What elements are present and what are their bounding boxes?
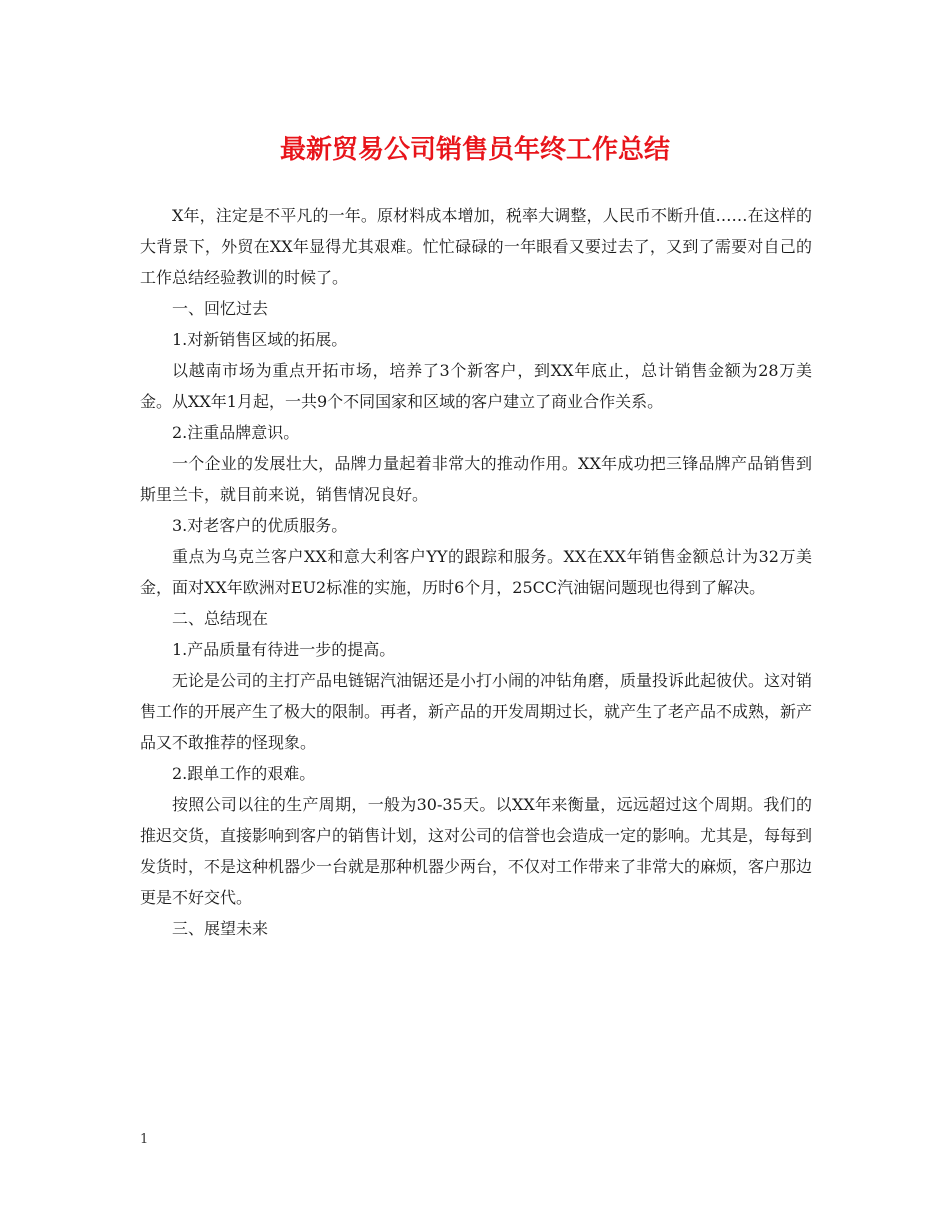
subsection-heading: 1.对新销售区域的拓展。 (172, 330, 348, 349)
paragraph: 无论是公司的主打产品电链锯汽油锯还是小打小闹的冲钻角磨，质量投诉此起彼伏。这对销售工作的开展产生了极大的限制。再者，新产品的开发周期过长，就产生了老产品不成熟，新产品又不敢推荐的怪现象。 (140, 671, 813, 752)
section-heading: 一、回忆过去 (172, 299, 269, 318)
section-heading: 三、展望未来 (172, 919, 269, 938)
paragraph: 按照公司以往的生产周期，一般为30-35天。以XX年来衡量，远远超过这个周期。我们的推迟交货，直接影响到客户的销售计划，这对公司的信誉也会造成一定的影响。尤其是，每每到发货时，不是这种机器少一台就是那种机器少两台，不仅对工作带来了非常大的麻烦，客户那边更是不好交代。 (140, 795, 813, 907)
document-body (140, 200, 812, 944)
paragraph: X年，注定是不平凡的一年。原材料成本增加，税率大调整，人民币不断升值……在这样的大背景下，外贸在XX年显得尤其艰难。忙忙碌碌的一年眼看又要过去了，又到了需要对自己的工作总结经验教训的时候了。 (140, 206, 812, 287)
subsection-heading: 1.产品质量有待进一步的提高。 (172, 640, 396, 659)
paragraph: 以越南市场为重点开拓市场，培养了3个新客户，到XX年底止，总计销售金额为28万美金。从XX年1月起，一共9个不同国家和区域的客户建立了商业合作关系。 (140, 361, 812, 411)
paragraph: 重点为乌克兰客户XX和意大利客户YY的跟踪和服务。XX在XX年销售金额总计为32万美金，面对XX年欧洲对EU2标准的实施，历时6个月，25CC汽油锯问题现也得到了解决。 (140, 547, 812, 597)
page-number: 1 (140, 1132, 149, 1147)
section-heading: 二、总结现在 (172, 609, 269, 628)
paragraph: 一个企业的发展壮大，品牌力量起着非常大的推动作用。XX年成功把三锋品牌产品销售到斯里兰卡，就目前来说，销售情况良好。 (140, 454, 812, 504)
subsection-heading: 2.跟单工作的艰难。 (172, 764, 316, 783)
subsection-heading: 3.对老客户的优质服务。 (172, 516, 348, 535)
subsection-heading: 2.注重品牌意识。 (172, 423, 300, 442)
document-title: 最新贸易公司销售员年终工作总结 (279, 135, 670, 165)
